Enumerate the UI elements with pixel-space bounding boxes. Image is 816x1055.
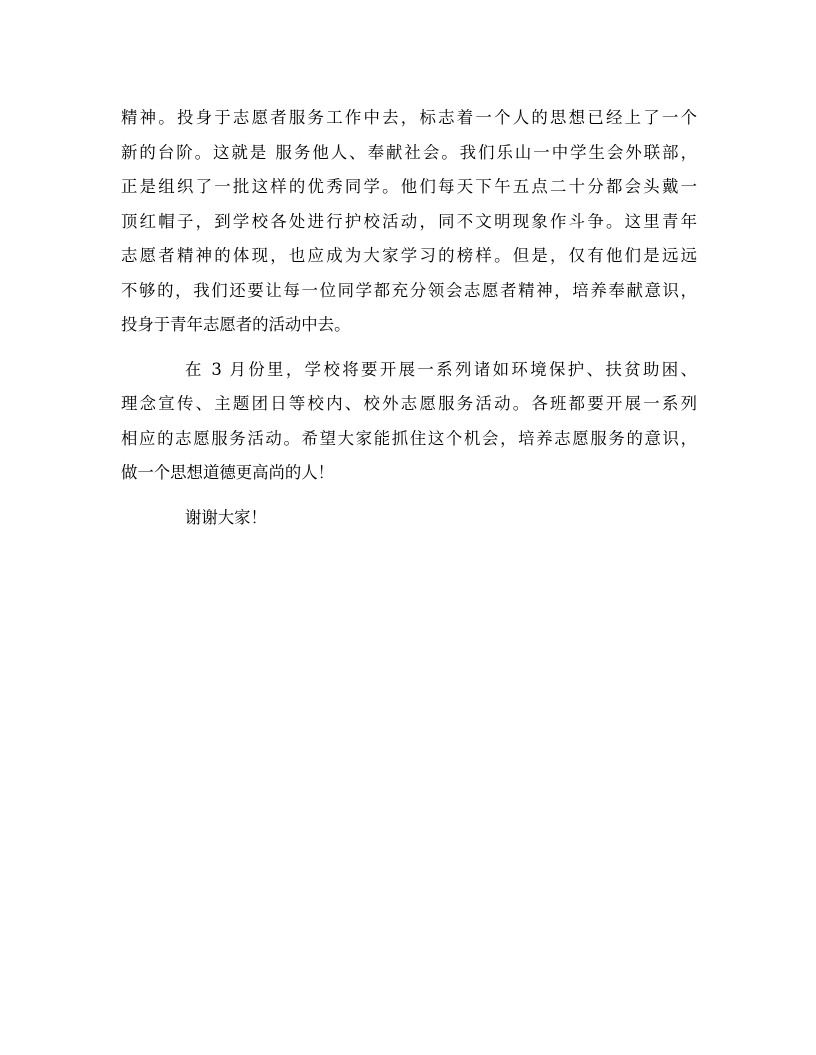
paragraph-spacer [121,491,697,501]
paragraph-spacer [121,343,697,353]
document-body [121,101,697,535]
closing-paragraph [121,501,697,536]
paragraph-line: 顶红帽子，到学校各处进行护校活动，同不文明现象作斗争。这里青年 [121,211,697,231]
closing-line: 谢谢大家！ [185,507,267,527]
paragraph-line: 精神。投身于志愿者服务工作中去，标志着一个人的思想已经上了一个 [121,108,697,127]
paragraph-line: 不够的，我们还要让每一位同学都充分领会志愿者精神，培养奉献意识， [121,280,697,300]
paragraph-line: 在 3 月份里，学校将要开展一系列诸如环境保护、扶贫助困、 [185,359,697,379]
paragraph-line: 新的台阶。这就是 服务他人、奉献社会。我们乐山一中学生会外联部， [121,142,697,162]
paragraph-line: 志愿者精神的体现，也应成为大家学习的榜样。但是，仅有他们是远远 [121,246,697,265]
paragraph-line: 做一个思想道德更高尚的人！ [121,463,335,482]
paragraph-line: 理念宣传、主题团日等校内、校外志愿服务活动。各班都要开展一系列 [121,394,697,413]
paragraph-line: 相应的志愿服务活动。希望大家能抓住这个机会，培养志愿服务的意识， [121,428,697,448]
paragraph-2 [121,353,697,491]
paragraph-line: 正是组织了一批这样的优秀同学。他们每天下午五点二十分都会头戴一 [121,177,697,196]
paragraph-line: 投身于青年志愿者的活动中去。 [121,315,351,334]
paragraph-1 [121,101,697,343]
